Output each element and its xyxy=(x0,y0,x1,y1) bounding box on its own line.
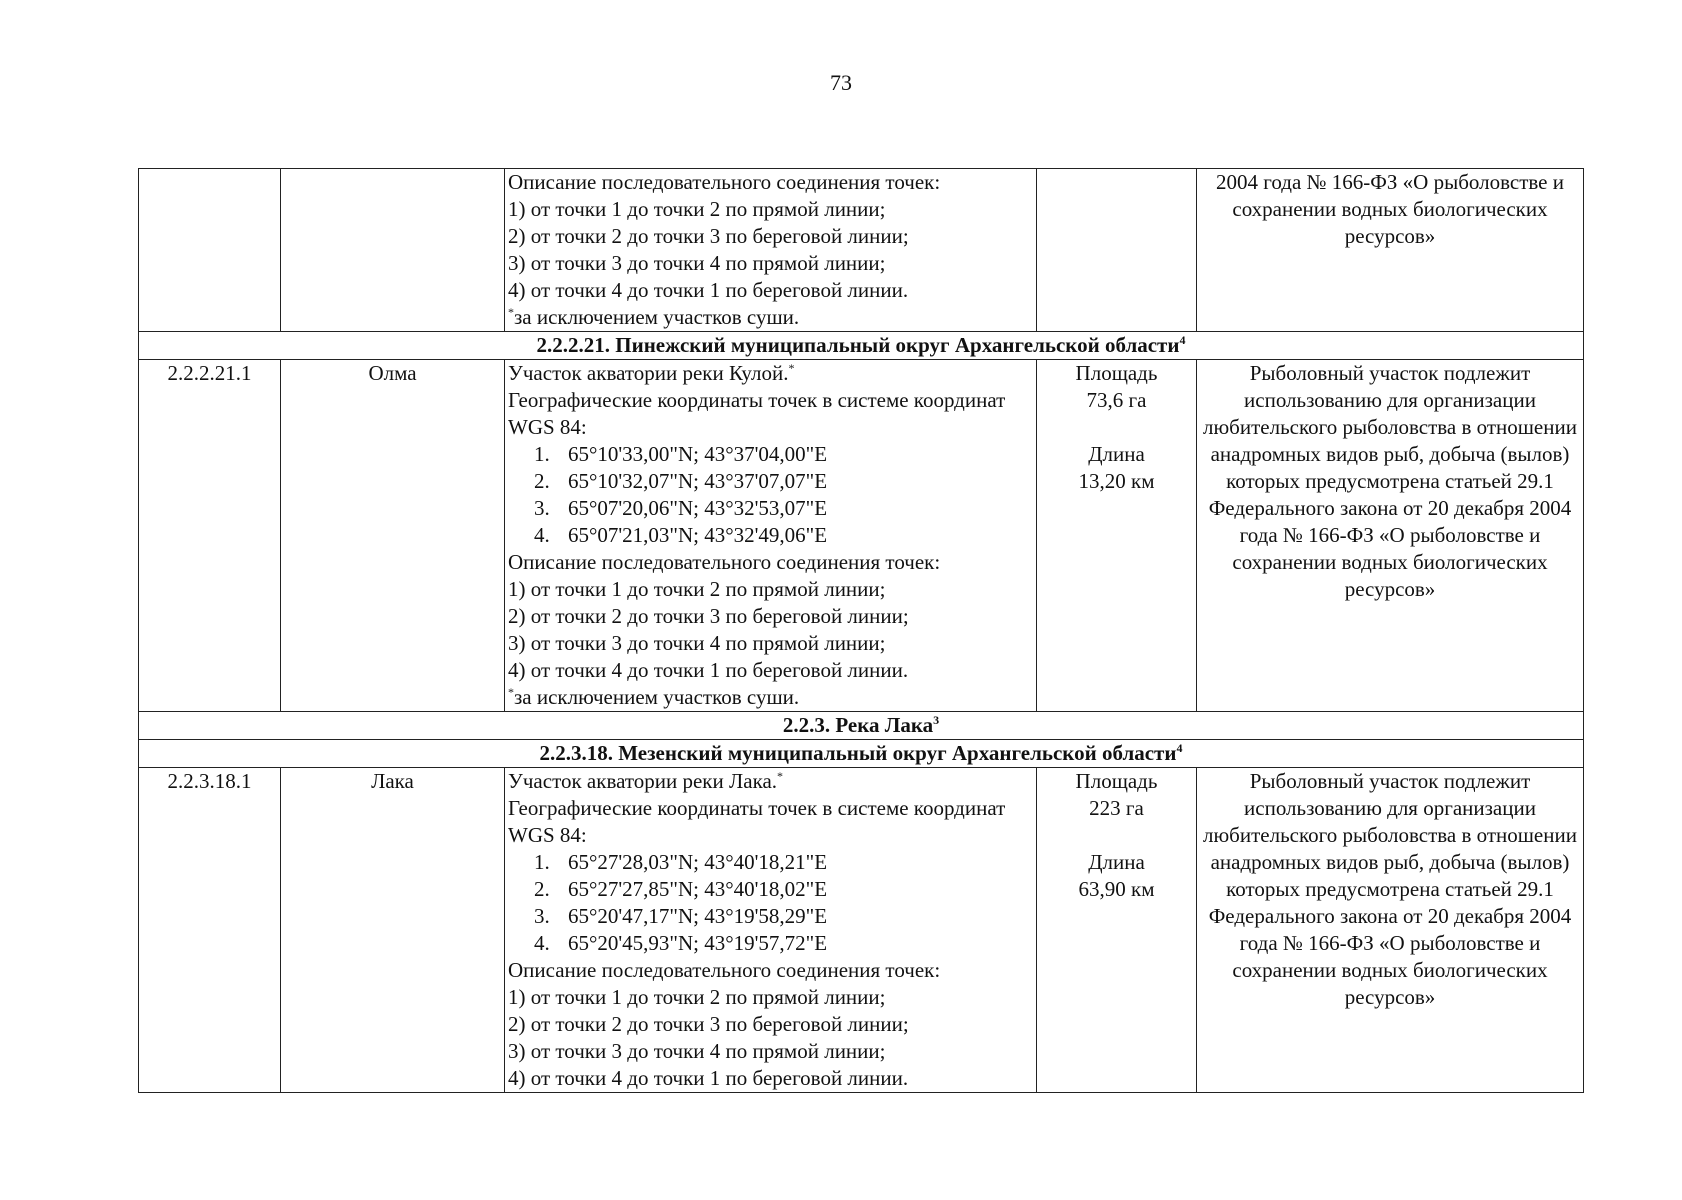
table-row-laka xyxy=(139,768,1584,1093)
fishing-areas-table xyxy=(138,168,1584,1093)
connection-step: 2) от точки 2 до точки 3 по береговой линии; xyxy=(508,1012,909,1036)
purpose-text: Рыболовный участок подлежит использованию для организации любительского рыболовства в отношении анадромных видов рыб, добыча (вылов) которых предусмотрена статьей 29.1 Федерального закона от 20 декабря 2004 года № 166-ФЗ «О рыболовстве и сохранении водных биологических ресурсов» xyxy=(1203,361,1577,601)
name-cell xyxy=(281,169,505,332)
coordinate-point: 2. 65°10'32,07"N; 43°37'07,07"E xyxy=(534,469,828,493)
parameters-cell xyxy=(1037,360,1197,712)
section-row xyxy=(139,712,1584,740)
connection-step: 4) от точки 4 до точки 1 по береговой линии. xyxy=(508,658,909,682)
coordinate-point: 2. 65°27'27,85"N; 43°40'18,02"E xyxy=(534,877,828,901)
coordinate-point: 1. 65°10'33,00"N; 43°37'04,00"E xyxy=(534,442,828,466)
connection-heading: Описание последовательного соединения точек: xyxy=(508,550,941,574)
table-row-continuation xyxy=(139,169,1584,332)
connection-step: 2) от точки 2 до точки 3 по береговой линии; xyxy=(508,604,909,628)
area-value: 223 га xyxy=(1089,796,1144,820)
purpose-cell xyxy=(1197,768,1584,1093)
page-number: 73 xyxy=(830,70,852,95)
parameters-cell xyxy=(1037,169,1197,332)
length-label: Длина xyxy=(1088,442,1145,466)
length-value: 13,20 км xyxy=(1078,469,1155,493)
coordinate-point: 4. 65°07'21,03"N; 43°32'49,06"E xyxy=(534,523,828,547)
length-label: Длина xyxy=(1088,850,1145,874)
area-name: Олма xyxy=(281,360,505,712)
connection-step: 1) от точки 1 до точки 2 по прямой линии; xyxy=(508,197,886,221)
coordinate-point: 3. 65°07'20,06"N; 43°32'53,07"E xyxy=(534,496,828,520)
connection-step: 3) от точки 3 до точки 4 по прямой линии; xyxy=(508,1039,886,1063)
area-title: Участок акватории реки Кулой.* xyxy=(508,361,795,385)
coordinate-point: 4. 65°20'45,93"N; 43°19'57,72"E xyxy=(534,931,828,955)
section-row xyxy=(139,740,1584,768)
parameters-cell xyxy=(1037,768,1197,1093)
connection-step: 3) от точки 3 до точки 4 по прямой линии; xyxy=(508,631,886,655)
description-cell xyxy=(505,768,1037,1093)
description-cell xyxy=(505,169,1037,332)
connection-step: 1) от точки 1 до точки 2 по прямой линии; xyxy=(508,577,886,601)
coords-heading: Географические координаты точек в системе координат WGS 84: xyxy=(508,796,1006,847)
connection-step: 4) от точки 4 до точки 1 по береговой линии. xyxy=(508,278,909,302)
purpose-text: Рыболовный участок подлежит использованию для организации любительского рыболовства в отношении анадромных видов рыб, добыча (вылов) которых предусмотрена статьей 29.1 Федерального закона от 20 декабря 2004 года № 166-ФЗ «О рыболовстве и сохранении водных биологических ресурсов» xyxy=(1203,769,1577,1009)
section-heading-mezen: 2.2.3.18. Мезенский муниципальный округ Архангельской области$^4$ xyxy=(139,740,1584,768)
section-row xyxy=(139,332,1584,360)
footnote-note: *за исключением участков суши. xyxy=(508,305,800,329)
length-value: 63,90 км xyxy=(1078,877,1155,901)
section-heading-pinega: 2.2.2.21. Пинежский муниципальный округ Архангельской области$^4$ xyxy=(139,332,1584,360)
connection-heading: Описание последовательного соединения точек: xyxy=(508,958,941,982)
purpose-text: 2004 года № 166-ФЗ «О рыболовстве и сохранении водных биологических ресурсов» xyxy=(1216,170,1564,248)
area-label: Площадь xyxy=(1075,769,1158,793)
footnote-mark: * xyxy=(508,305,514,319)
area-name: Лака xyxy=(281,768,505,1093)
connection-step: 3) от точки 3 до точки 4 по прямой линии; xyxy=(508,251,886,275)
connection-step: 2) от точки 2 до точки 3 по береговой линии; xyxy=(508,224,909,248)
area-number: 2.2.3.18.1 xyxy=(139,768,281,1093)
number-cell xyxy=(139,169,281,332)
footnote-mark: * xyxy=(508,685,514,699)
coords-heading: Географические координаты точек в системе координат WGS 84: xyxy=(508,388,1006,439)
coordinate-point: 1. 65°27'28,03"N; 43°40'18,21"E xyxy=(534,850,828,874)
coordinate-point: 3. 65°20'47,17"N; 43°19'58,29"E xyxy=(534,904,828,928)
table-row-olma xyxy=(139,360,1584,712)
purpose-cell xyxy=(1197,360,1584,712)
area-number: 2.2.2.21.1 xyxy=(139,360,281,712)
description-cell xyxy=(505,360,1037,712)
purpose-cell xyxy=(1197,169,1584,332)
connection-heading: Описание последовательного соединения точек: xyxy=(508,170,941,194)
area-title: Участок акватории реки Лака.* xyxy=(508,769,784,793)
connection-step: 4) от точки 4 до точки 1 по береговой линии. xyxy=(508,1066,909,1090)
section-heading-laka: 2.2.3. Река Лака$^3$ xyxy=(139,712,1584,740)
connection-step: 1) от точки 1 до точки 2 по прямой линии; xyxy=(508,985,886,1009)
area-label: Площадь xyxy=(1075,361,1158,385)
footnote-note: *за исключением участков суши. xyxy=(508,685,800,709)
area-value: 73,6 га xyxy=(1086,388,1147,412)
